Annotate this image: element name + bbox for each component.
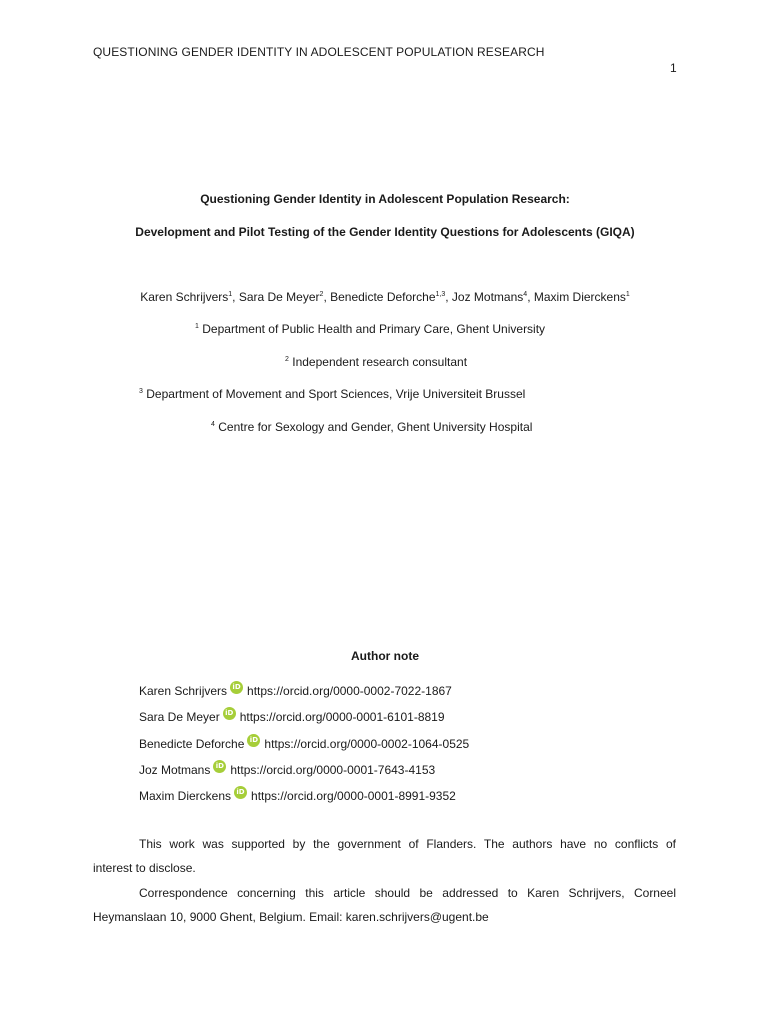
orcid-icon[interactable]: iD (234, 786, 247, 799)
author-name: Karen Schrijvers (140, 290, 229, 304)
orcid-link[interactable]: https://orcid.org/0000-0001-8991-9352 (251, 788, 456, 803)
affiliation-sup: 1 (195, 323, 199, 330)
affiliation-text: Independent research consultant (292, 355, 468, 369)
orcid-author-name: Joz Motmans (139, 762, 211, 777)
orcid-icon[interactable]: iD (223, 707, 236, 720)
correspondence-line-1: Correspondence concerning this article should be addressed to Karen Schrijvers, Corneel (139, 886, 676, 900)
author-note-heading: Author note (351, 649, 419, 663)
orcid-entry (139, 786, 456, 805)
orcid-author-name: Sara De Meyer (139, 709, 220, 724)
affiliation-text: Department of Public Health and Primary Care, Ghent University (202, 322, 546, 336)
author-name: Maxim Dierckens (533, 290, 626, 304)
affiliation-2 (285, 355, 467, 369)
affiliation-sup: 3 (139, 388, 143, 395)
author-name: Joz Motmans (451, 290, 524, 304)
author-sup: 1,3 (435, 291, 446, 298)
affiliation-text: Centre for Sexology and Gender, Ghent University Hospital (218, 420, 533, 434)
author-name: Sara De Meyer (238, 290, 320, 304)
orcid-link[interactable]: https://orcid.org/0000-0001-6101-8819 (239, 709, 445, 724)
affiliation-sup: 4 (211, 421, 215, 428)
correspondence-line-2: Heymanslaan 10, 9000 Ghent, Belgium. Email: karen.schrijvers@ugent.be (93, 910, 489, 924)
title-line-2: Development and Pilot Testing of the Gender Identity Questions for Adolescents (GIQA) (135, 225, 635, 239)
affiliation-sup: 2 (285, 356, 289, 363)
running-head: QUESTIONING GENDER IDENTITY IN ADOLESCENT POPULATION RESEARCH (93, 45, 545, 59)
author-name: Benedicte Deforche (330, 290, 436, 304)
funding-statement-line-1: This work was supported by the government of Flanders. The authors have no conflicts of (139, 837, 676, 851)
orcid-entry (139, 707, 445, 726)
author-sup: 2 (319, 291, 324, 298)
page-number: 1 (670, 61, 677, 75)
affiliation-3 (139, 387, 525, 401)
orcid-author-name: Karen Schrijvers (139, 683, 228, 698)
orcid-author-name: Maxim Dierckens (139, 788, 232, 803)
author-sup: 1 (228, 291, 233, 298)
orcid-author-name: Benedicte Deforche (139, 736, 245, 751)
affiliation-1 (195, 322, 545, 336)
orcid-link[interactable]: https://orcid.org/0000-0002-1064-0525 (264, 736, 470, 751)
author-sup: 4 (523, 291, 528, 298)
orcid-icon[interactable]: iD (230, 681, 243, 694)
orcid-entry (139, 734, 469, 753)
orcid-entry (139, 760, 435, 779)
affiliation-text: Department of Movement and Sport Sciences, Vrije Universiteit Brussel (146, 387, 526, 401)
title-line-1: Questioning Gender Identity in Adolescent Population Research: (200, 192, 570, 206)
affiliation-4 (211, 420, 532, 434)
orcid-icon[interactable]: iD (213, 760, 226, 773)
funding-statement-line-2: interest to disclose. (93, 861, 196, 875)
orcid-icon[interactable]: iD (247, 734, 260, 747)
orcid-entry (139, 681, 452, 700)
orcid-link[interactable]: https://orcid.org/0000-0002-7022-1867 (247, 683, 452, 698)
author-sup: 1 (625, 291, 630, 298)
orcid-link[interactable]: https://orcid.org/0000-0001-7643-4153 (230, 762, 436, 777)
author-list: Karen Schrijvers$^1$, Sara De Meyer$^2$, Benedicte Deforche$^{1,3}$, Joz Motmans$^4$, Maxim Dierckens$^1$ (140, 290, 630, 304)
